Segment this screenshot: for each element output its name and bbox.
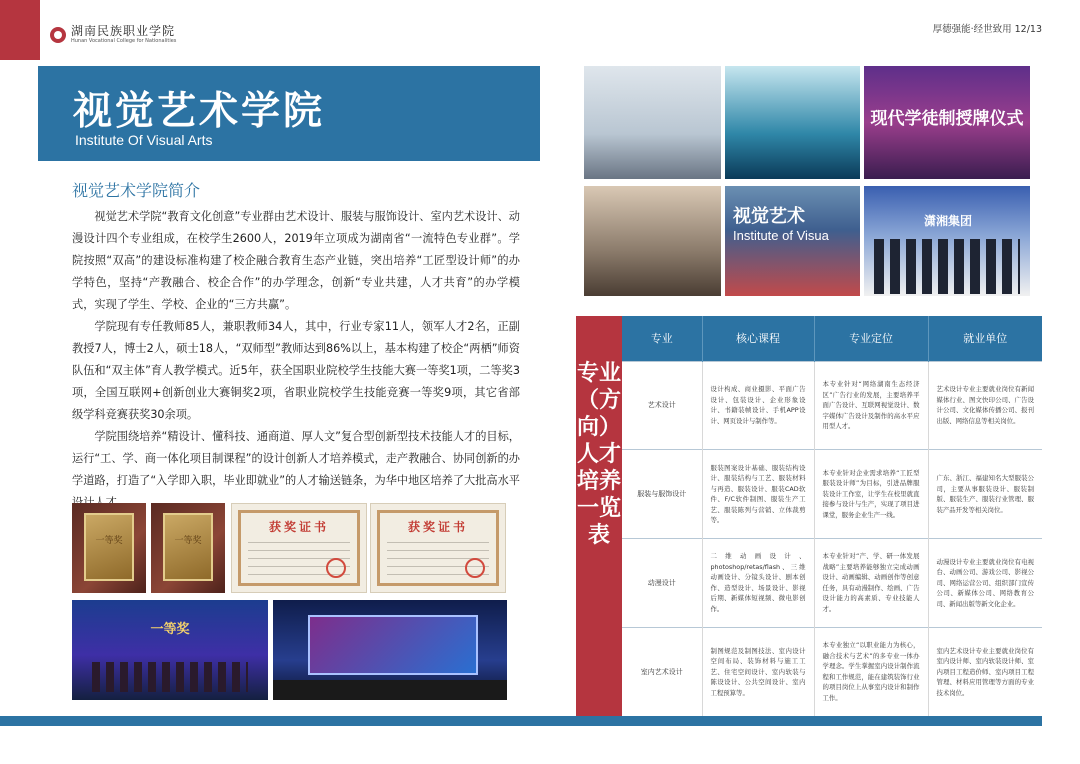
column-header: 专业定位 <box>814 316 928 361</box>
table-header-row <box>622 316 1042 361</box>
column-header: 专业 <box>622 316 702 361</box>
major-cell: 服装与服饰设计 <box>622 450 702 539</box>
courses-cell: 制图规范及制图技法、室内设计空间布局、装饰材料与施工工艺、住宅空间设计、室内软装与陈设设计、公共空间设计、室内工程预算等。 <box>702 627 814 716</box>
plaque-title: 一等奖 <box>174 536 202 546</box>
stage-banner: 一等奖 <box>150 622 190 637</box>
studio-photo <box>584 186 721 296</box>
major-cell: 室内艺术设计 <box>622 627 702 716</box>
certificate-title: 获奖证书 <box>407 520 468 534</box>
table-side-label <box>576 316 622 716</box>
position-cell: 本专业针对企业需求培养“工匠型服装设计师”为目标，引进品牌服装设计工作室，让学生在校里就直接参与设计与生产，实现了项目进课堂，服务企业生产一线。 <box>814 450 928 539</box>
award-stage-photo <box>72 600 268 700</box>
intro-paragraph: 视觉艺术学院“教育文化创意”专业群由艺术设计、服装与服饰设计、室内艺术设计、动漫设计四个专业组成，在校学生2600人，2019年立项成为湖南省“一流特色专业群”。学院按照“双高”的建设标准构建了校企融合教育生态产业链，突出培养“工匠型设计师”的办学特色，坚持“产教融合、校企合作”的办学理念，创新“专业共建，人才共育”的办学模式，实现了学生、学校、企业的“三方共赢”。 <box>72 210 520 311</box>
major-cell: 动漫设计 <box>622 539 702 628</box>
page-label: 厚德强能·经世致用 12/13 <box>932 24 1042 35</box>
column-header: 核心课程 <box>702 316 814 361</box>
exhibit-photo <box>725 186 860 296</box>
award-plaque-photo <box>151 503 225 593</box>
plaque-title: 一等奖 <box>95 536 123 546</box>
school-emblem-icon <box>50 27 66 43</box>
ceremony-caption: 现代学徒制授牌仪式 <box>870 109 1024 129</box>
school-logo <box>50 25 176 44</box>
certificate-photo <box>231 503 367 593</box>
school-name-en: Hunan Vocational College for Nationalities <box>71 38 177 44</box>
position-cell: 本专业针对“网络湖南生态经济区”广告行业的发展，主要培养平面广告设计、互联网视觉设计、数字媒体广告设计及制作的高水平应用型人才。 <box>814 361 928 450</box>
group-photo <box>864 186 1030 296</box>
courses-cell: 二维动画设计、photoshop/retas/flash、三维动画设计、分镜头设计、剧本创作、造型设计、场景设计、影视后期、新媒体短视频、微电影创作。 <box>702 539 814 628</box>
position-cell: 本专业独立“以职业能力为核心，融合技术与艺术”的多专业一体办学理念。学生掌握室内设计制作流程和工作规范，能在建筑装饰行业的项目岗位上从事室内设计和制作工作。 <box>814 627 928 716</box>
award-plaque-photo <box>72 503 146 593</box>
employment-cell: 艺术设计专业主要就业岗位有新闻媒体行业、图文快印公司、广告设计公司、文化媒体传播公司、报刊出版、网络信息等相关岗位。 <box>928 361 1042 450</box>
intro-heading: 视觉艺术学院简介 <box>72 181 201 200</box>
table-row <box>622 361 1042 450</box>
corner-tab <box>0 0 40 60</box>
exhibit-caption-en: Institute of Visua <box>733 228 829 243</box>
table-row <box>622 450 1042 539</box>
page-subtitle: Institute Of Visual Arts <box>75 132 213 148</box>
certificate-photo <box>370 503 506 593</box>
classroom-photo <box>584 66 721 179</box>
page-title: 视觉艺术学院 <box>73 89 326 134</box>
employment-cell: 广东、浙江、福建知名大型服装公司，主要从事服装设计、服装制版、服装生产、服装行业管理、服装产品开发等相关岗位。 <box>928 450 1042 539</box>
competition-photo <box>273 600 507 700</box>
seal-icon <box>326 558 346 578</box>
intro-text <box>72 206 520 514</box>
major-table <box>622 316 1042 716</box>
intro-paragraph: 学院围绕培养“精设计、懂科技、通商道、厚人文”复合型创新型技术技能人才的目标，运行“工、学、商一体化项目制课程”的设计创新人才培养模式，走产教融合、协同创新的办学道路，打造了“入学即入职，毕业即就业”的人才输送链条，为华中地区培养了大批高水平 <box>72 430 520 487</box>
title-block <box>38 66 540 161</box>
position-cell: 本专业针对“产、学、研一体发展战略”主要培养能够独立完成动画设计、动画编辑、动画创作等创意任务，具有动漫制作、绘画、广告设计能力的高素质、专业技能人才。 <box>814 539 928 628</box>
table-title: 专业（方向）人才培养一览表 <box>576 361 621 548</box>
certificate-title: 获奖证书 <box>268 520 329 534</box>
exhibit-caption: 视觉艺术 <box>733 206 805 227</box>
table-row <box>622 539 1042 628</box>
lab-photo <box>725 66 860 179</box>
seal-icon <box>465 558 485 578</box>
courses-cell: 服装图案设计基础、服装结构设计、服装结构与工艺、服装材料与再造、服装设计、服装CAD软件、F/C软件制图、服装生产工艺、服装陈列与营销、立体裁剪等。 <box>702 450 814 539</box>
column-header: 就业单位 <box>928 316 1042 361</box>
table-row <box>622 627 1042 716</box>
employment-cell: 动漫设计专业主要就业岗位有电视台、动画公司、游戏公司、影视公司、网络运营公司、组织部门宣传公司、新媒体公司、网络教育公司、新闻出版等新文化企业。 <box>928 539 1042 628</box>
footer-band <box>0 716 1042 726</box>
employment-cell: 室内艺术设计专业主要就业岗位有室内设计师、室内软装设计师、室内项目工程造价师、室内项目工程管理、材料应用管理等方面的专业技术岗位。 <box>928 627 1042 716</box>
intro-paragraph: 学院现有专任教师85人，兼职教师34人，其中，行业专家11人，领军人才2名，正副教授7人，博士2人，硕士18人，“双师型”教师达到86%以上，基本构建了校企“两栖”师资队伍和“双主体”育人教学模式。近5年，获全国职业院校学生技能大赛一等奖1项，二等奖3项，全国互联网+创新创业大赛铜奖2项，省职业院校学生技能竞赛一等奖9项，其它省部级学科竞赛获奖30余项。 <box>72 320 520 421</box>
school-name-cn: 湖南民族职业学院 <box>71 24 176 38</box>
courses-cell: 设计构成、商业摄影、平面广告设计、包装设计、企业形象设计、书籍装帧设计、手机APP设计、网页设计与制作等。 <box>702 361 814 450</box>
ceremony-photo <box>864 66 1030 179</box>
major-cell: 艺术设计 <box>622 361 702 450</box>
group-caption: 潇湘集团 <box>924 214 973 228</box>
